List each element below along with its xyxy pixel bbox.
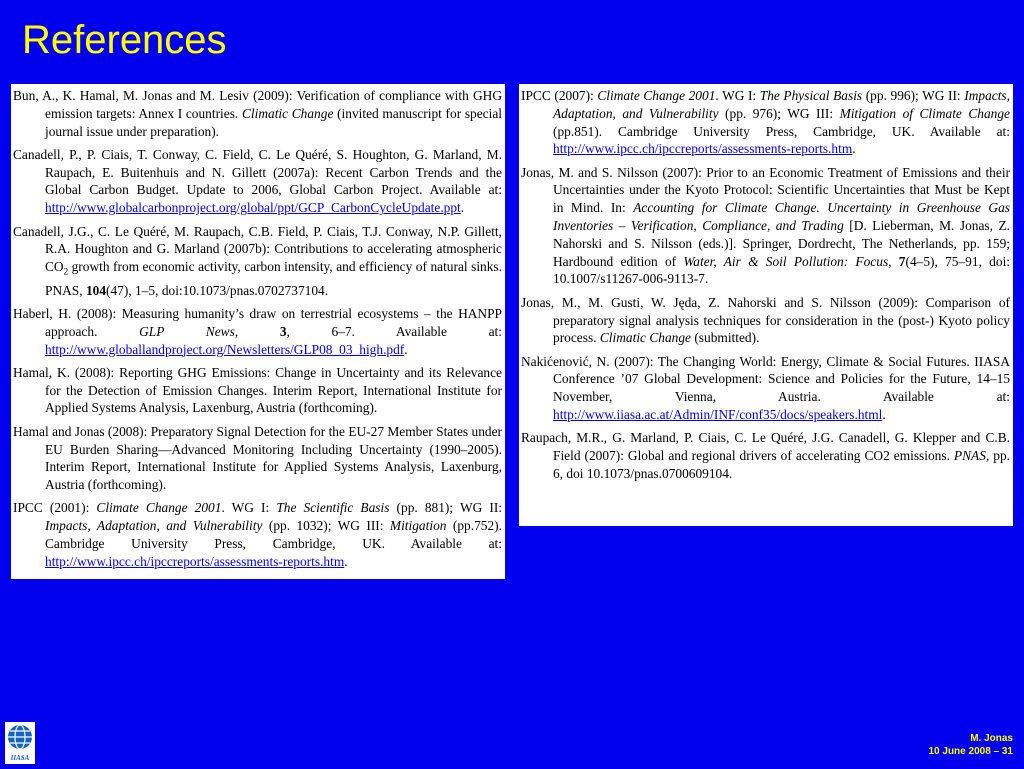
footer-author: M. Jonas xyxy=(970,733,1013,744)
reference-entry xyxy=(521,353,1010,424)
reference-text: IPCC (2007): xyxy=(521,88,598,103)
reference-text: 7 xyxy=(898,253,906,269)
reference-text: , 6–7. Available at: xyxy=(286,323,502,339)
reference-text: Climatic Change xyxy=(241,105,334,121)
reference-entry xyxy=(521,294,1010,347)
reference-text: Raupach, M.R., G. Marland, P. Ciais, C. Le Quéré, J.G. Canadell, G. Klepper and C.B. Field (2007): Global and regional drivers of accelerating CO2 emissions. xyxy=(521,430,1010,464)
reference-text: The Physical Basis xyxy=(759,88,863,103)
reference-text: Haberl, H. (2008): Measuring humanity’s draw on terrestrial ecosystems – the HANPP approach. xyxy=(13,305,502,339)
reference-text: The Scientific Basis xyxy=(276,500,390,516)
reference-text: Hamal and Jonas (2008): Preparatory Signal Detection for the EU-27 Member States under EU Burden Sharing—Advanced Monitoring Including Uncertainty (1990–2005). Interim Report, International Institute for Applied Systems Analysis, Laxenburg, Austria (forthcoming). xyxy=(13,423,502,493)
reference-text: . WG I: xyxy=(715,88,760,103)
reference-link[interactable]: http://www.ipcc.ch/ipccreports/assessments-reports.htm xyxy=(45,553,345,569)
slide-footer xyxy=(928,733,1013,758)
subscript-text: 2 xyxy=(63,266,69,277)
reference-text: (pp. 881); WG II: xyxy=(389,500,503,516)
reference-text: . xyxy=(460,200,465,216)
reference-text: Climatic Change xyxy=(599,330,691,346)
reference-text: 3 xyxy=(279,323,287,339)
reference-text: . xyxy=(404,341,408,357)
reference-text: Jonas, M. and S. Nilsson (2007): Prior to an Economic Treatment of Emissions and their Uncertainties under the Kyoto Protocol: Scientific Uncertainties that Must be Kept in Mind. In: xyxy=(521,164,1010,216)
reference-text: Water, Air & Soil Pollution: Focus xyxy=(683,253,889,269)
reference-text: Canadell, P., P. Ciais, T. Conway, C. Field, C. Le Quéré, S. Houghton, G. Marland, M. Raupach, E. Buitenhuis and N. Gillett (2007a): Recent Carbon Trends and the Global Carbon Budget. Update to 2006, Global Carbon Project. Available at: xyxy=(13,146,502,198)
reference-entry xyxy=(13,146,502,217)
logo-text: IIASA xyxy=(10,754,30,762)
reference-entry xyxy=(13,223,502,300)
reference-text: . xyxy=(882,407,886,423)
reference-entry xyxy=(13,423,502,494)
reference-text: Canadell, J.G., C. Le Quéré, M. Raupach, C.B. Field, P. Ciais, T.J. Conway, N.P. Gillett, R.A. Houghton and G. Marland (2007b): Contributions to accelerating atmospheric CO xyxy=(13,223,502,275)
reference-text: . xyxy=(852,141,856,157)
reference-text: Climate Change 2001 xyxy=(96,500,222,516)
reference-entry xyxy=(13,87,502,140)
reference-text: Impacts, Adaptation, and Vulnerability xyxy=(553,88,1010,121)
reference-text: , xyxy=(234,323,280,339)
reference-entry xyxy=(521,87,1010,158)
reference-text: (4–5), 75–91, doi: 10.1007/s11267-006-9113-7. xyxy=(553,253,1011,287)
reference-text: . WG I: xyxy=(221,500,277,516)
reference-text: (invited manuscript for special journal issue under preparation). xyxy=(45,105,502,139)
reference-text: 104 xyxy=(85,282,107,298)
reference-text: Mitigation of Climate Change xyxy=(839,105,1010,121)
reference-link[interactable]: http://www.globallandproject.org/Newsletters/GLP08_03_high.pdf xyxy=(45,341,405,357)
reference-link[interactable]: http://www.ipcc.ch/ipccreports/assessments-reports.htm xyxy=(553,141,853,157)
reference-text: growth from economic activity, carbon intensity, and efficiency of natural sinks. PNAS, xyxy=(45,259,502,298)
reference-text: Jonas, M., M. Gusti, W. Jęda, Z. Nahorski and S. Nilsson (2009): Comparison of preparatory signal analysis techniques for consideration in the (post-) Kyoto policy process. xyxy=(521,294,1010,346)
reference-text: IPCC (2001): xyxy=(13,500,97,516)
reference-entry xyxy=(521,429,1010,482)
reference-text: (pp.851). Cambridge University Press, Cambridge, UK. Available at: xyxy=(553,123,1010,139)
reference-entry xyxy=(521,164,1010,289)
reference-text: . xyxy=(344,553,348,569)
slide-title: References xyxy=(22,18,227,62)
reference-text: (pp. 976); WG III: xyxy=(718,105,840,121)
reference-text: , pp. 6, doi 10.1073/pnas.0700609104. xyxy=(553,448,1010,481)
reference-entry xyxy=(13,305,502,358)
reference-link[interactable]: http://www.globalcarbonproject.org/global/ppt/GCP_CarbonCycleUpdate.ppt xyxy=(45,200,461,216)
reference-text: [D. Lieberman, M. Jonas, Z. Nahorski and S. Nilsson (eds.)]. Springer, Dordrecht, The Netherlands, pp. 159; Hardbound edition of xyxy=(553,218,1010,269)
reference-link[interactable]: http://www.iiasa.ac.at/Admin/INF/conf35/docs/speakers.html xyxy=(553,407,883,423)
reference-text: Bun, A., K. Hamal, M. Jonas and M. Lesiv (2009): Verification of compliance with GHG emission targets: Annex I countries. xyxy=(13,88,502,121)
iiasa-globe-icon xyxy=(5,722,35,764)
reference-text: Hamal, K. (2008): Reporting GHG Emissions: Change in Uncertainty and its Relevance for the Detection of Emission Changes. Interim Report, International Institute for Applied Systems Analysis, Laxenburg, Austria (forthcoming). xyxy=(13,364,502,416)
reference-text: Accounting for Climate Change. Uncertainty in Greenhouse Gas Inventories – Verification, Compliance, and Trading xyxy=(553,200,1011,234)
reference-text: (pp. 996); WG II: xyxy=(862,88,965,103)
reference-text: Impacts, Adaptation, and Vulnerability xyxy=(45,518,263,534)
reference-text: (pp.752). Cambridge University Press, Cambridge, UK. Available at: xyxy=(45,518,502,551)
references-right-panel xyxy=(519,84,1013,526)
reference-entry xyxy=(13,499,502,570)
reference-text: (47), 1–5, doi:10.1073/pnas.0702737104. xyxy=(106,282,329,298)
iiasa-logo xyxy=(5,722,35,764)
reference-text: GLP News xyxy=(139,323,235,339)
reference-text: PNAS xyxy=(953,448,986,464)
references-left-panel xyxy=(11,84,505,579)
reference-text: (submitted). xyxy=(691,330,760,346)
reference-text: Mitigation xyxy=(389,518,447,534)
reference-text: Climate Change 2001 xyxy=(597,88,716,103)
reference-text: , xyxy=(888,253,899,269)
reference-text: (pp. 1032); WG III: xyxy=(262,518,390,534)
reference-text: Nakićenović, N. (2007): The Changing World: Energy, Climate & Social Futures. IIASA Conference ’07 Global Development: Science and Policies for the Future, 14–15 November, Vienna, Austria. Available at: xyxy=(521,353,1010,405)
footer-date-page: 10 June 2008 – 31 xyxy=(928,745,1013,757)
reference-entry xyxy=(13,364,502,417)
